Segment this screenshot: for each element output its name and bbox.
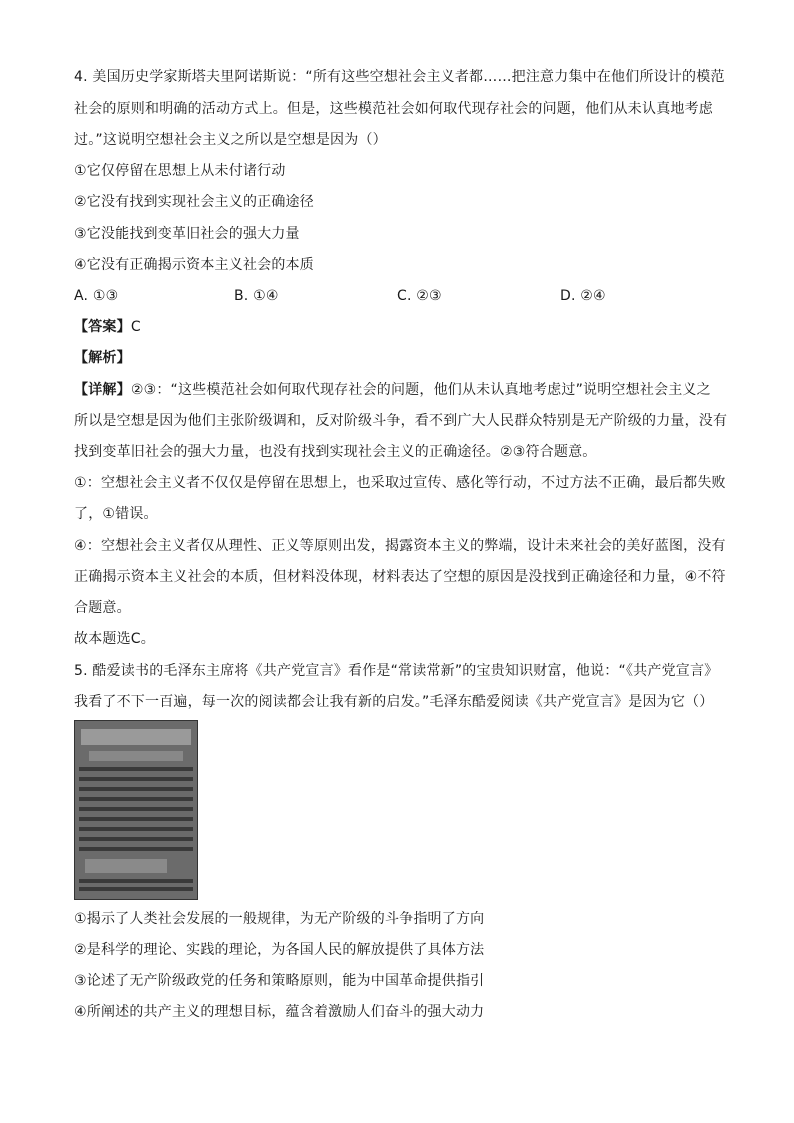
q5-stem-line-1: 5. 酷爱读书的毛泽东主席将《共产党宣言》看作是“常读常新”的宝贵知识财富，他说：“《共产党宣言》 — [74, 663, 719, 679]
option-d[interactable]: D. ②④ — [560, 288, 606, 304]
detail-line-4: ①：空想社会主义者不仅仅是停留在思想上，也采取过宣传、感化等行动，不过方法不正确，最后都失败 — [74, 475, 726, 491]
option-b[interactable]: B. ①④ — [234, 288, 279, 304]
answer-line — [74, 317, 141, 337]
q5-item-4: ④所阐述的共产主义的理想目标，蕴含着激励人们奋斗的强大动力 — [74, 1004, 485, 1020]
manifesto-photo — [74, 720, 198, 900]
detail-line-8: 合题意。 — [74, 600, 131, 616]
detail-line-6: ④：空想社会主义者仅从理性、正义等原则出发，揭露资本主义的弊端，设计未来社会的美好蓝图，没有 — [74, 538, 726, 554]
detail-line-1 — [74, 380, 711, 400]
answer-value: C — [130, 319, 141, 335]
q4-item-4: ④它没有正确揭示资本主义社会的本质 — [74, 257, 314, 273]
analysis-tag: 【解析】 — [74, 350, 131, 366]
detail-tag: 【详解】 — [74, 382, 131, 398]
option-a[interactable]: A. ①③ — [74, 288, 119, 304]
q4-stem-line-3: 过。”这说明空想社会主义之所以是空想是因为（） — [74, 132, 387, 148]
q5-stem-line-2: 我看了不下一百遍，每一次的阅读都会让我有新的启发。”毛泽东酷爱阅读《共产党宣言》是因为它（） — [74, 694, 714, 710]
q5-item-3: ③论述了无产阶级政党的任务和策略原则，能为中国革命提供指引 — [74, 973, 485, 989]
detail-line-7: 正确揭示资本主义社会的本质，但材料没体现，材料表达了空想的原因是没找到正确途径和力量，④不符 — [74, 569, 726, 585]
detail-line-5: 了，①错误。 — [74, 506, 158, 522]
q4-stem-line-1: 4. 美国历史学家斯塔夫里阿诺斯说：“所有这些空想社会主义者都……把注意力集中在他们所设计的模范 — [74, 69, 725, 85]
option-c[interactable]: C. ②③ — [397, 288, 442, 304]
q4-stem-line-2: 社会的原则和明确的活动方式上。但是，这些模范社会如何取代现存社会的问题，他们从未认真地考虑 — [74, 101, 713, 117]
detail-text-1: ②③：“这些模范社会如何取代现存社会的问题，他们从未认真地考虑过”说明空想社会主义之 — [130, 382, 711, 398]
q4-item-2: ②它没有找到实现社会主义的正确途径 — [74, 194, 314, 210]
q4-item-3: ③它没能找到变革旧社会的强大力量 — [74, 226, 300, 242]
detail-line-2: 所以是空想是因为他们主张阶级调和，反对阶级斗争，看不到广大人民群众特别是无产阶级的力量，没有 — [74, 413, 728, 429]
detail-line-3: 找到变革旧社会的强大力量，也没有找到实现社会主义的正确途径。②③符合题意。 — [74, 444, 597, 460]
q5-item-2: ②是科学的理论、实践的理论，为各国人民的解放提供了具体方法 — [74, 942, 485, 958]
answer-tag: 【答案】 — [74, 319, 131, 335]
conclusion-line: 故本题选C。 — [74, 631, 155, 647]
analysis-line — [74, 348, 131, 368]
q5-item-1: ①揭示了人类社会发展的一般规律，为无产阶级的斗争指明了方向 — [74, 911, 485, 927]
q4-item-1: ①它仅停留在思想上从未付诸行动 — [74, 163, 286, 179]
